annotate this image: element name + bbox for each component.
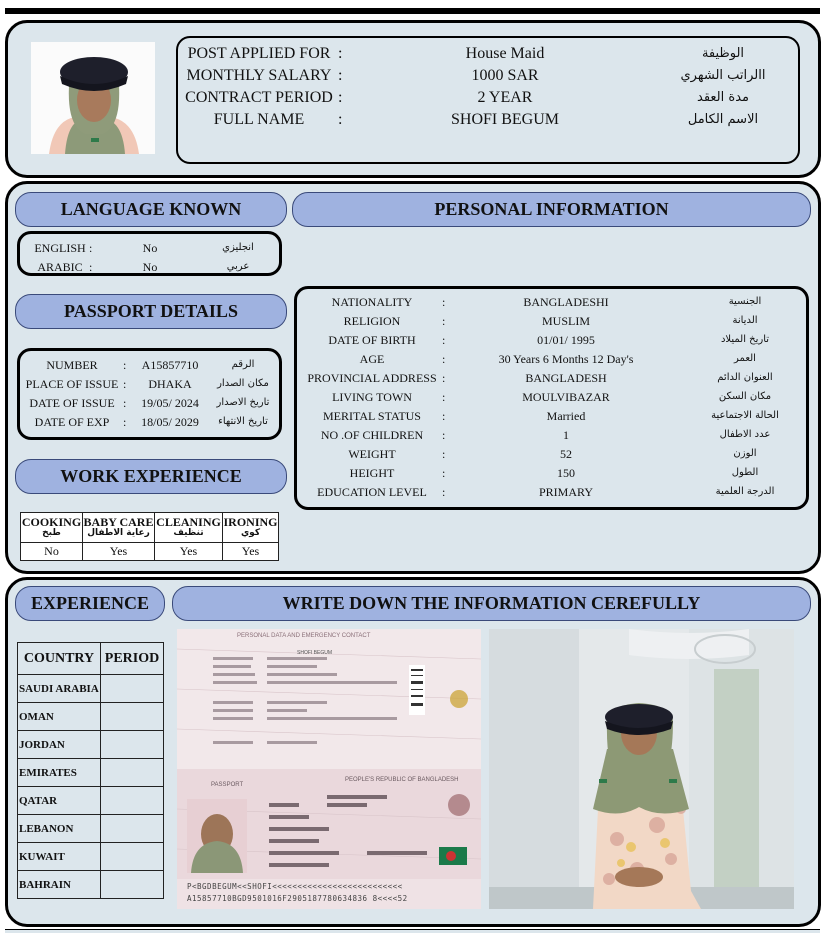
personal-arabic: تاريخ الميلاد: [720, 334, 770, 345]
work-header-en: BABY CARE: [83, 514, 154, 529]
header-label: CONTRACT PERIOD: [185, 89, 333, 106]
work-header-en: COOKING: [21, 514, 82, 529]
passport-arabic: مكان الصدار: [217, 378, 269, 389]
passport-value: 18/05/ 2029: [141, 415, 199, 429]
personal-arabic: العنوان الدائم: [717, 372, 773, 383]
work-table-wrap: [20, 512, 279, 561]
scan-word: PASSPORT: [211, 782, 244, 788]
country-cell: SAUDI ARABIA: [18, 675, 101, 703]
passport-colon: :: [123, 358, 127, 372]
header-label: MONTHLY SALARY: [186, 67, 332, 84]
passport-label: DATE OF EXP: [34, 415, 110, 429]
passport-label: DATE OF ISSUE: [29, 396, 115, 410]
personal-arabic: عدد الاطفال: [719, 429, 771, 440]
full-body-photo: [489, 629, 794, 909]
top-rule: [5, 8, 820, 14]
passport-colon: :: [123, 415, 127, 429]
passport-scan-image: [177, 629, 481, 909]
work-value-cell: No: [21, 543, 83, 561]
personal-arabic: الحالة الاجتماعية: [711, 410, 779, 421]
personal-arabic: الجنسية: [728, 296, 762, 307]
header-arabic: مدة العقد: [697, 90, 749, 105]
country-cell: EMIRATES: [18, 759, 101, 787]
personal-label: MERITAL STATUS: [323, 409, 421, 423]
personal-label: WEIGHT: [348, 447, 396, 461]
personal-label: RELIGION: [343, 314, 401, 328]
header-value: House Maid: [465, 45, 545, 62]
language-title: LANGUAGE KNOWN: [15, 192, 287, 227]
personal-colon: :: [442, 390, 446, 404]
experience-row: [18, 787, 164, 815]
header-colon: :: [338, 89, 343, 106]
passport-value: A15857710: [141, 358, 199, 372]
personal-label: AGE: [359, 352, 385, 366]
personal-arabic: الدرجة العلمية: [715, 486, 775, 497]
personal-label: NATIONALITY: [331, 295, 413, 309]
country-cell: JORDAN: [18, 731, 101, 759]
period-cell[interactable]: [101, 675, 164, 703]
experience-row: [18, 759, 164, 787]
experience-table: [17, 642, 164, 899]
personal-label: EDUCATION LEVEL: [317, 485, 427, 499]
period-header: PERIOD: [101, 643, 164, 675]
personal-colon: :: [442, 466, 446, 480]
scan-mrz-2: A15857710BGD9501016F2905187780634836 8<<<<52: [187, 894, 408, 903]
header-arabic: الوظيفة: [701, 46, 745, 61]
header-colon: :: [338, 45, 343, 62]
header-arabic: الاسم الكامل: [687, 112, 759, 127]
work-header-ar: طبخ: [42, 528, 61, 539]
header-value: SHOFI BEGUM: [450, 111, 559, 128]
experience-row: [18, 703, 164, 731]
language-value: No: [142, 241, 158, 255]
experience-row: [18, 675, 164, 703]
country-cell: LEBANON: [18, 815, 101, 843]
passport-label: NUMBER: [46, 358, 98, 372]
language-label: ENGLISH: [34, 241, 86, 255]
passport-value: 19/05/ 2024: [141, 396, 199, 410]
notice-title: WRITE DOWN THE INFORMATION CEREFULLY: [172, 586, 811, 621]
work-value-cell: Yes: [155, 543, 223, 561]
passport-label: PLACE OF ISSUE: [25, 377, 119, 391]
passport-colon: :: [123, 396, 127, 410]
personal-label: DATE OF BIRTH: [328, 333, 416, 347]
personal-arabic: الديانة: [732, 315, 758, 326]
passport-title: PASSPORT DETAILS: [15, 294, 287, 329]
work-header-cell: [21, 513, 83, 543]
personal-colon: :: [442, 485, 446, 499]
work-header-en: CLEANING: [156, 514, 221, 529]
personal-value: Married: [546, 409, 586, 423]
work-title: WORK EXPERIENCE: [15, 459, 287, 494]
personal-value: 01/01/ 1995: [537, 333, 595, 347]
period-cell[interactable]: [101, 759, 164, 787]
personal-label: HEIGHT: [349, 466, 395, 480]
passport-arabic: تاريخ الاصدار: [216, 397, 270, 408]
work-value-cell: Yes: [223, 543, 279, 561]
header-colon: :: [338, 67, 343, 84]
scan-issuer: PEOPLE'S REPUBLIC OF BANGLADESH: [345, 777, 459, 783]
passport-colon: :: [123, 377, 127, 391]
language-colon: :: [89, 260, 93, 274]
personal-value: BANGLADESH: [525, 371, 607, 385]
scan-name: SHOFI BEGUM: [297, 650, 333, 656]
country-cell: OMAN: [18, 703, 101, 731]
personal-value: MUSLIM: [541, 314, 590, 328]
personal-colon: :: [442, 295, 446, 309]
personal-colon: :: [442, 352, 446, 366]
header-colon: :: [338, 111, 343, 128]
personal-value: 30 Years 6 Months 12 Day's: [498, 352, 634, 366]
bottom-rule: [5, 929, 820, 933]
passport-value: DHAKA: [148, 377, 192, 391]
personal-value: PRIMARY: [538, 485, 594, 499]
period-cell[interactable]: [101, 871, 164, 899]
passport-arabic: الرقم: [231, 359, 255, 370]
personal-title: PERSONAL INFORMATION: [292, 192, 811, 227]
experience-row: [18, 731, 164, 759]
experience-row: [18, 843, 164, 871]
personal-arabic: مكان السكن: [718, 391, 772, 402]
work-header-ar: تنظيف: [173, 528, 204, 539]
language-colon: :: [89, 241, 93, 255]
header-label: POST APPLIED FOR: [187, 45, 331, 62]
personal-value: 52: [560, 447, 572, 461]
country-header: COUNTRY: [18, 643, 101, 675]
header-value: 1000 SAR: [471, 67, 539, 84]
candidate-photo: [31, 42, 155, 154]
experience-row: [18, 815, 164, 843]
personal-colon: :: [442, 314, 446, 328]
personal-label: PROVINCIAL ADDRESS: [307, 371, 437, 385]
language-value: No: [142, 260, 158, 274]
country-cell: QATAR: [18, 787, 101, 815]
personal-colon: :: [442, 333, 446, 347]
language-label: ARABIC: [37, 260, 83, 274]
work-value-cell: Yes: [83, 543, 155, 561]
header-label: FULL NAME: [213, 111, 305, 128]
work-header-cell: [223, 513, 279, 543]
period-cell[interactable]: [101, 787, 164, 815]
personal-arabic: العمر: [734, 353, 756, 364]
personal-value: 1: [563, 428, 569, 442]
personal-colon: :: [442, 428, 446, 442]
experience-row: [18, 871, 164, 899]
personal-value: 150: [557, 466, 575, 480]
work-header-ar: رعاية الاطفال: [87, 528, 150, 539]
personal-colon: :: [442, 447, 446, 461]
experience-table-wrap: [17, 642, 164, 899]
personal-value: MOULVIBAZAR: [522, 390, 610, 404]
period-cell[interactable]: [101, 703, 164, 731]
work-table: [20, 512, 279, 561]
personal-label: NO .OF CHILDREN: [320, 428, 424, 442]
personal-colon: :: [442, 371, 446, 385]
personal-colon: :: [442, 409, 446, 423]
period-cell[interactable]: [101, 815, 164, 843]
language-arabic: عربي: [226, 261, 250, 272]
language-arabic: انجليزي: [222, 242, 254, 253]
country-cell: KUWAIT: [18, 843, 101, 871]
scan-section-title: PERSONAL DATA AND EMERGENCY CONTACT: [237, 633, 371, 639]
header-value: 2 YEAR: [477, 89, 533, 106]
period-cell[interactable]: [101, 843, 164, 871]
work-header-ar: كوي: [240, 528, 261, 539]
personal-label: LIVING TOWN: [332, 390, 412, 404]
passport-arabic: تاريخ الانتهاء: [218, 416, 268, 427]
personal-arabic: الوزن: [733, 448, 757, 459]
experience-title: EXPERIENCE: [15, 586, 165, 621]
period-cell[interactable]: [101, 731, 164, 759]
scan-mrz-1: P<BGDBEGUM<<SHOFI<<<<<<<<<<<<<<<<<<<<<<<<<<: [187, 882, 403, 891]
header-arabic: االراتب الشهري: [680, 68, 766, 83]
personal-value: BANGLADESHI: [523, 295, 609, 309]
work-header-en: IRONING: [223, 514, 278, 529]
work-header-cell: [155, 513, 223, 543]
personal-arabic: الطول: [731, 467, 759, 478]
work-header-cell: [83, 513, 155, 543]
country-cell: BAHRAIN: [18, 871, 101, 899]
